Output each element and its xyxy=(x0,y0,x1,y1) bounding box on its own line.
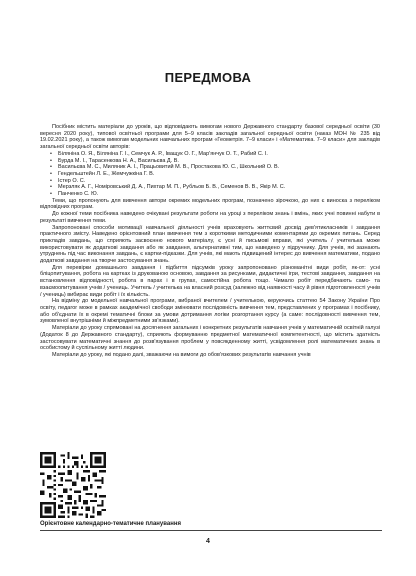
divider xyxy=(40,530,382,531)
author-item: • Мерзляк А. Г., Номіровський Д. А., Пихтар М. П., Рубльов Б. В., Семенов В. В., Якір М. С. xyxy=(40,184,380,191)
paragraph: До кожної теми посібника наведено очікувані результати роботи на уроці з переліком знань і вмінь, яких учні повинні набути в результаті вивчення теми. xyxy=(40,211,380,224)
author-item: • Біляніна О. Я., Біляніна Г. І., Семчук А. Р., Іващук О. Г., Мар'янчук О. Т., Рабий С. І. xyxy=(40,151,380,158)
author-item: • Васильєва М. С., Миляник А. І., Працьовитий М. В., Простакова Ю. С., Школьний О. В. xyxy=(40,164,380,171)
body-text xyxy=(40,124,380,359)
intro-paragraph: Посібник містить матеріали до уроків, що відповідають вимогам нового Державного стандарту базової середньої освіти (30 вересня 2020 року), типової освітньої програми для 5–9 класів закладів загальної середньої освіти (наказ МОН № 235 від 19.02.2021 року), а також вимогам модельних навчальних програм «Геометрія. 7–9 класи» і «Математика. 7–9 класи» для закладів загальної середньої освіти авторів: xyxy=(40,124,380,151)
qr-code-graphic xyxy=(40,452,106,518)
paragraph: Матеріали до уроку, які подано далі, зважаючи на вимоги до обов'язкових результатів навчання учнів xyxy=(52,351,311,358)
author-item: • Гендельштейн Л. Е., Жемчужкіна Г. В. xyxy=(40,171,380,178)
qr-caption[interactable]: Орієнтовне календарно-тематичне планування xyxy=(40,521,181,527)
page-title: ПЕРЕДМОВА xyxy=(164,70,252,85)
paragraph: На відміну до модельної навчальної програми, вибраної вчителем / учителькою, керуючись статтею 54 Закону України Про освіту, педагог може в рамках академічної свободи змінювати послідовність вивчення тем, представлених у програмах і посібнику, або об'єднати їх в окремі тематичні блоки за умови дотримання логіки розгортання курсу (а саме: послідовності вивчення тем, зумовленої внутрішніми й міжпредметними зв'язками). xyxy=(40,298,380,325)
paragraph: Матеріали до уроку спрямовані на досягнення загальних і конкретних результатів навчання учнів у математичній освітній галузі (Додаток 8 до Державного стандарту), сприяють формуванню предметної математичної компетентності, що містить здатність застосовувати математичні знання до розв'язування проблем у повсякденному житті, усвідомлення ролі математичних знань в особистому й суспільному житті людини. xyxy=(40,325,380,352)
page-number: 4 xyxy=(206,538,210,545)
author-item: • Бурда М. І., Тарасенкова Н. А., Васильєва Д. В. xyxy=(40,158,380,165)
paragraph: Для перевірки домашнього завдання і підбиття підсумків уроку запропоновано різноманітні види робіт, як-от: усні бліцопитування, робота на картках із друкованою основою, завдання за рисунками, дидактичні ігри, тестові завдання, завдання на встановлення відповідності, робота в парах і в групах, самостійна робота тощо. Чимало робіт передбачають само- та взаємоопитування учнів / учениць. Учитель / учителька на власний розсуд (залежно від наявності часу й рівня підготовленості учнів / учениць) вибирає види робіт і їх кількість. xyxy=(40,264,380,298)
author-item: • Панченко С. Ю. xyxy=(40,191,380,198)
paragraph: Запропоновані способи мотивації навчальної діяльності учнів враховують життєвий досвід дев'ятикласників і завдання практичного змісту. Наведено орієнтовний план вивчення тем з короткими методичними коментарями до окремих питань. Серед прикладів завдань, що сприяють засвоєнню нового матеріалу, є усні й письмові вправи, які учитель / учителька може використовувати як додаткові завдання або як завдання, альтернативні тим, що наведено у підручнику. Для учнів, які зазнають утруднень під час виконання завдань, є картки-підказки. Для учнів, які мають підвищений інтерес до вивчення математики, подано додаткові завдання на творче застосування знань. xyxy=(40,224,380,265)
author-item: • Істер О. С. xyxy=(40,178,380,185)
authors-list xyxy=(40,151,380,198)
paragraph: Теми, що пропонують для вивчення автори окремих модельних програм, позначено зірочкою, до них є виноска з переліком відповідних програм. xyxy=(40,197,380,211)
qr-code-icon[interactable] xyxy=(40,452,106,518)
